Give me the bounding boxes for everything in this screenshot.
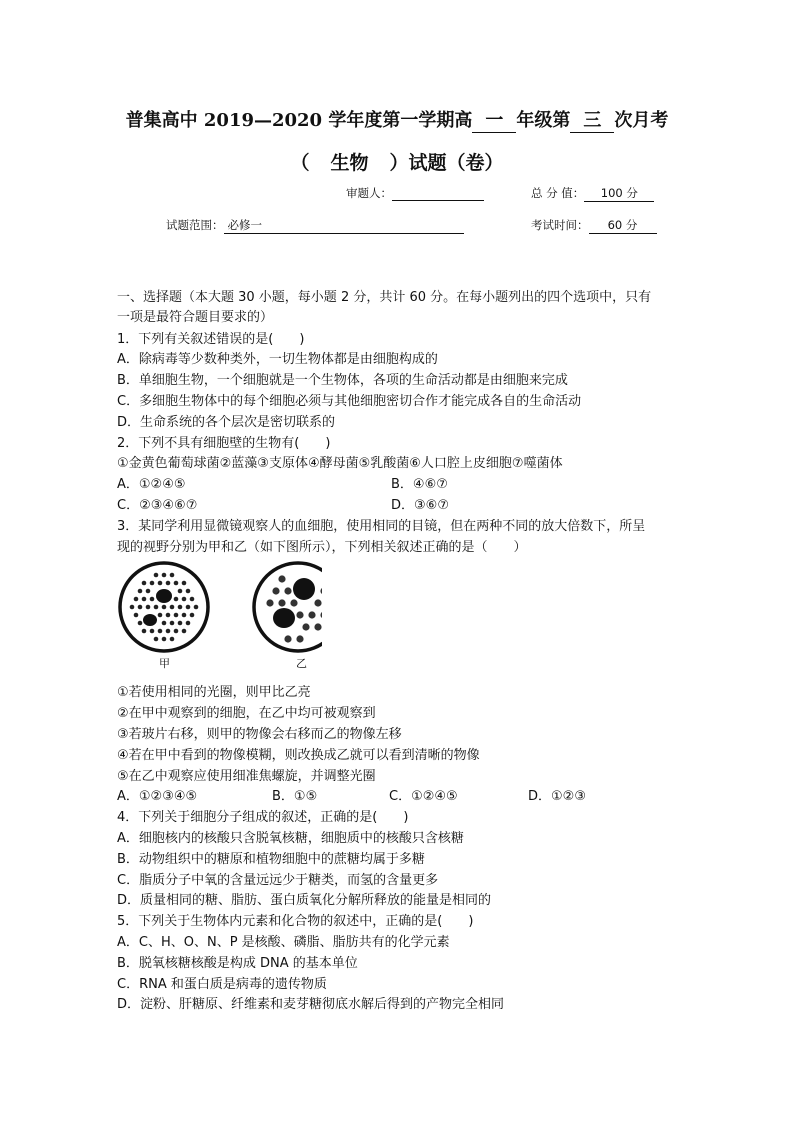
red-blood-cell-dot [158,629,163,634]
subtitle-close: ）试题（卷） [389,152,504,174]
q5-option-c: C．RNA 和蛋白质是病毒的遗传物质 [117,977,327,992]
time-label: 考试时间： [531,218,589,232]
grade-blank: 一 [472,106,516,133]
red-blood-cell-dot [142,629,147,634]
q3-option-d: D．①②③ [528,789,586,804]
red-blood-cell-dot [170,605,175,610]
score-value: 100 分 [584,185,654,202]
red-blood-cell-dot [178,621,183,626]
red-blood-cell-dot [162,573,167,578]
red-blood-cell-dot [158,581,163,586]
red-blood-cell-dot [190,613,195,618]
red-blood-cell-dot [186,589,191,594]
q2-option-c: C．②③④⑥⑦ [117,498,198,513]
q3-stem-line2: 现的视野分别为甲和乙（如下图所示），下列相关叙述正确的是（ ） [117,540,527,555]
title-suffix: 次月考 [614,110,669,131]
red-blood-cell-dot [150,629,155,634]
red-blood-cell-dot [186,621,191,626]
figure-label-yi: 乙 [296,657,307,670]
red-blood-cell-dot [182,597,187,602]
reviewer-blank [392,186,484,201]
exam-number-blank: 三 [570,106,614,133]
section-instruction-line1: 一、选择题（本大题 30 小题，每小题 2 分，共计 60 分。在每小题列出的四个选项中，只有 [117,290,652,305]
q1-option-d: D．生命系统的各个层次是密切联系的 [117,415,336,430]
red-blood-cell-dot [302,623,309,630]
red-blood-cell-dot [170,637,175,642]
q4-stem: 4．下列关于细胞分子组成的叙述，正确的是( ) [117,810,409,825]
red-blood-cell-dot [186,605,191,610]
red-blood-cell-dot [174,613,179,618]
red-blood-cell-dot [162,637,167,642]
red-blood-cell-dot [142,597,147,602]
exam-subtitle [0,148,794,175]
red-blood-cell-dot [138,605,143,610]
q5-stem: 5．下列关于生物体内元素和化合物的叙述中，正确的是( ) [117,914,474,929]
red-blood-cell-dot [182,581,187,586]
red-blood-cell-dot [174,629,179,634]
scope-field [166,217,464,234]
q5-option-a: A．C、H、O、N、P 是核酸、磷脂、脂肪共有的化学元素 [117,935,450,950]
red-blood-cell-dot [150,597,155,602]
scope-value: 必修一 [224,217,464,234]
q1-option-b: B．单细胞生物，一个细胞就是一个生物体，各项的生命活动都是由细胞来完成 [117,373,568,388]
section-instruction-line2: 一项是最符合题目要求的） [117,310,274,325]
q3-option-b: B．①⑤ [272,789,318,804]
field-jia [120,563,208,651]
q2-option-b: B．④⑥⑦ [391,477,448,492]
red-blood-cell-dot [166,629,171,634]
q3-statement-1: ①若使用相同的光圈，则甲比乙亮 [117,685,311,700]
q3-statement-5: ⑤在乙中观察应使用细准焦螺旋，并调整光圈 [117,769,376,784]
red-blood-cell-dot [170,573,175,578]
red-blood-cell-dot [296,611,303,618]
red-blood-cell-dot [182,613,187,618]
red-blood-cell-dot [146,605,151,610]
red-blood-cell-dot [174,581,179,586]
q1-option-c: C．多细胞生物体中的每个细胞必须与其他细胞密切合作才能完成各自的生命活动 [117,394,582,409]
exam-time-field [531,217,657,234]
q4-option-c: C．脂质分子中氧的含量远远少于糖类，而氢的含量更多 [117,873,439,888]
q2-option-d: D．③⑥⑦ [391,498,449,513]
q4-option-d: D．质量相同的糖、脂肪、蛋白质氧化分解所释放的能量是相同的 [117,893,492,908]
red-blood-cell-dot [178,605,183,610]
red-blood-cell-dot [134,597,139,602]
q1-stem: 1．下列有关叙述错误的是( ) [117,332,305,347]
reviewer-field [346,185,484,201]
red-blood-cell-dot [278,599,285,606]
red-blood-cell-dot [194,605,199,610]
subtitle-open: （ [290,152,310,174]
red-blood-cell-dot [162,605,167,610]
red-blood-cell-dot [154,637,159,642]
red-blood-cell-dot [174,597,179,602]
q1-option-a: A．除病毒等少数种类外，一切生物体都是由细胞构成的 [117,352,438,367]
q2-stem: 2．下列不具有细胞壁的生物有( ) [117,436,331,451]
field-yi [254,563,322,651]
q3-stem-line1: 3．某同学利用显微镜观察人的血细胞，使用相同的目镜，但在两种不同的放大倍数下，所呈 [117,519,646,534]
title-mid: 年级第 [516,110,571,131]
field-jia-white-cell-1 [156,589,172,603]
subject-name: 生物 [330,152,369,174]
q3-option-c: C．①②④⑤ [389,789,458,804]
red-blood-cell-dot [142,581,147,586]
q4-option-a: A．细胞核内的核酸只含脱氧核糖，细胞质中的核酸只含核糖 [117,831,464,846]
q3-option-a: A．①②③④⑤ [117,789,198,804]
q3-statement-4: ④若在甲中看到的物像模糊，则改换成乙就可以看到清晰的物像 [117,748,480,763]
field-yi-white-cell-1 [293,578,315,600]
red-blood-cell-dot [166,581,171,586]
red-blood-cell-dot [278,575,285,582]
red-blood-cell-dot [158,613,163,618]
reviewer-label: 审题人： [346,186,392,200]
red-blood-cell-dot [308,611,315,618]
red-blood-cell-dot [146,589,151,594]
red-blood-cell-dot [314,623,321,630]
red-blood-cell-dot [170,621,175,626]
red-blood-cell-dot [138,621,143,626]
figure-label-jia: 甲 [159,657,170,670]
red-blood-cell-dot [178,589,183,594]
field-yi-white-cell-2 [273,608,295,628]
q5-option-b: B．脱氧核糖核酸是构成 DNA 的基本单位 [117,956,358,971]
field-jia-white-cell-2 [143,614,157,626]
red-blood-cell-dot [130,605,135,610]
q3-statement-3: ③若玻片右移，则甲的物像会右移而乙的物像左移 [117,727,402,742]
red-blood-cell-dot [296,635,303,642]
q2-option-a: A．①②④⑤ [117,477,186,492]
red-blood-cell-dot [284,587,291,594]
red-blood-cell-dot [290,599,297,606]
q3-statement-2: ②在甲中观察到的细胞，在乙中均可被观察到 [117,706,376,721]
red-blood-cell-dot [266,599,273,606]
q5-option-d: D．淀粉、肝糖原、纤维素和麦芽糖彻底水解后得到的产物完全相同 [117,997,505,1012]
total-score-field [531,185,654,202]
red-blood-cell-dot [154,573,159,578]
score-label: 总 分 值： [531,186,585,200]
red-blood-cell-dot [162,621,167,626]
q4-option-b: B．动物组织中的糖原和植物细胞中的蔗糖均属于多糖 [117,852,425,867]
exam-title [0,106,794,133]
red-blood-cell-dot [272,587,279,594]
red-blood-cell-dot [284,635,291,642]
red-blood-cell-dot [138,589,143,594]
red-blood-cell-dot [182,629,187,634]
title-prefix: 普集高中 2019—2020 学年度第一学期高 [125,110,473,131]
time-value: 60 分 [589,217,657,234]
scope-label: 试题范围： [166,218,224,232]
red-blood-cell-dot [314,599,321,606]
red-blood-cell-dot [150,581,155,586]
red-blood-cell-dot [166,613,171,618]
q2-organism-list: ①金黄色葡萄球菌②蓝藻③支原体④酵母菌⑤乳酸菌⑥人口腔上皮细胞⑦噬菌体 [117,456,563,471]
red-blood-cell-dot [190,597,195,602]
red-blood-cell-dot [134,613,139,618]
red-blood-cell-dot [154,605,159,610]
microscope-field-figure [112,560,322,672]
